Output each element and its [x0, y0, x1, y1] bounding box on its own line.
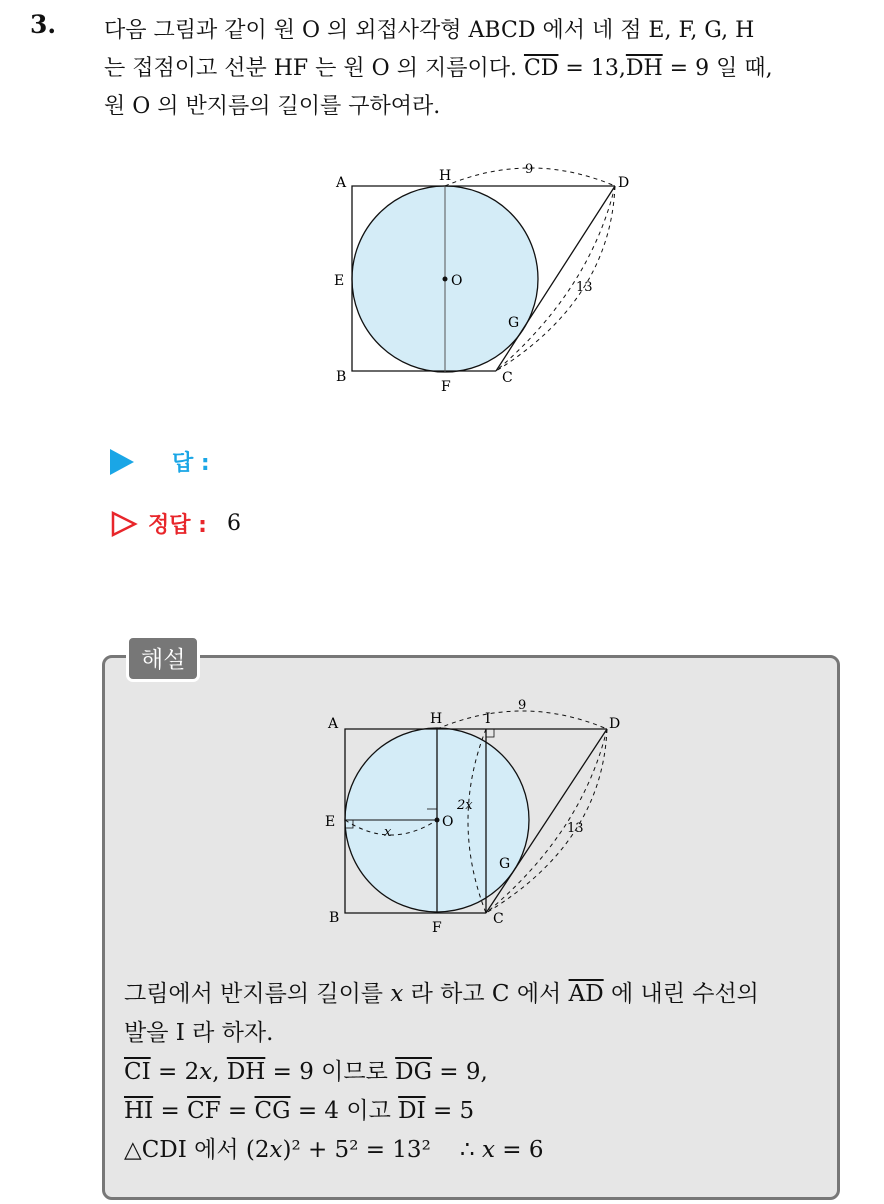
label-b: B [336, 369, 347, 385]
solution-line-3 [124, 1053, 834, 1092]
label-d: D [609, 716, 621, 732]
solution-text-span: = 4 이고 [290, 1098, 399, 1124]
solution-text-span: 그림에서 반지름의 길이를 [124, 981, 391, 1007]
segment-dg: $\overline{DG}$ [395, 1059, 432, 1085]
variable-x: x [269, 1137, 283, 1163]
solution-line-1 [124, 975, 834, 1014]
solution-text-span: = [220, 1098, 255, 1124]
question-text-span: 는 접점이고 선분 HF 는 원 O 의 지름이다. [104, 56, 524, 81]
solution-line-2: 발을 I 라 하자. [124, 1020, 274, 1046]
label-d: D [618, 175, 630, 191]
label-x: x [384, 825, 392, 840]
solution-text-span: )² + 5² = 13² ∴ [282, 1137, 482, 1163]
label-f: F [432, 920, 442, 936]
label-o: O [442, 814, 454, 830]
question-text-span: = 13, [558, 56, 626, 81]
solution-line-4 [124, 1092, 834, 1131]
segment-dh: $\overline{DH}$ [226, 1059, 266, 1085]
segment-cd: $\overline{CD}$ [523, 56, 559, 81]
answer-triangle-icon [110, 449, 134, 475]
arc-dh [437, 711, 607, 729]
label-f: F [441, 379, 451, 395]
correct-answer-value: 6 [226, 511, 241, 536]
label-c: C [502, 370, 513, 386]
question-line-2 [104, 50, 864, 88]
solution-text-span: = 2 [150, 1059, 200, 1085]
label-b: B [329, 910, 340, 926]
answer-label: 답 : [172, 451, 210, 476]
label-h: H [439, 168, 452, 184]
label-g: G [508, 315, 520, 331]
label-thirteen: 13 [567, 821, 584, 836]
solution-text-span: 에 내린 수선의 [603, 981, 759, 1007]
label-g: G [499, 856, 511, 872]
solution-tag: 해설 [126, 635, 200, 682]
segment-dh: $\overline{DH}$ [625, 56, 663, 81]
solution-text-span: = 9 이므로 [265, 1059, 396, 1085]
solution-text-span: = 6 [494, 1137, 544, 1163]
question-text [104, 12, 864, 126]
correct-answer-label: 정답 : [148, 513, 207, 538]
label-nine: 9 [518, 698, 527, 713]
label-i: I [485, 711, 491, 727]
solution-text [124, 975, 834, 1170]
solution-text-span: = 5 [425, 1098, 475, 1124]
label-two-x: 2x [457, 798, 473, 813]
solution-line-5 [124, 1131, 834, 1170]
solution-text-span: = [153, 1098, 188, 1124]
variable-x: x [199, 1059, 213, 1085]
solution-figure [315, 695, 645, 940]
variable-x: x [481, 1137, 495, 1163]
segment-ad: $\overline{AD}$ [568, 981, 604, 1007]
solution-text-span: = 9, [431, 1059, 488, 1085]
correct-answer-row [110, 508, 241, 539]
label-e: E [334, 273, 345, 289]
label-o: O [451, 273, 463, 289]
question-number: 3. [30, 10, 57, 39]
right-angle-mark-i [486, 729, 494, 737]
outline-triangle-icon [110, 510, 138, 538]
segment-di: $\overline{DI}$ [398, 1098, 426, 1124]
segment-cf: $\overline{CF}$ [187, 1098, 221, 1124]
solution-text-span: , [212, 1059, 227, 1085]
question-line-1: 다음 그림과 같이 원 O 의 외접사각형 ABCD 에서 네 점 E, F, G, H [104, 18, 755, 43]
label-a: A [328, 716, 339, 732]
segment-hi: $\overline{HI}$ [124, 1098, 154, 1124]
question-line-3: 원 O 의 반지름의 길이를 구하여라. [104, 94, 441, 119]
segment-cg: $\overline{CG}$ [254, 1098, 291, 1124]
label-thirteen: 13 [576, 280, 593, 295]
answer-row [110, 446, 210, 477]
variable-x: x [390, 981, 404, 1007]
label-c: C [493, 911, 504, 927]
label-nine: 9 [525, 162, 534, 177]
label-h: H [430, 711, 443, 727]
segment-ci: $\overline{CI}$ [124, 1059, 151, 1085]
problem-figure [320, 155, 640, 400]
solution-text-span: △CDI 에서 (2 [124, 1137, 270, 1163]
label-e: E [325, 814, 336, 830]
label-a: A [336, 175, 347, 191]
center-dot [443, 277, 448, 282]
solution-text-span: 라 하고 C 에서 [403, 981, 569, 1007]
question-text-span: = 9 일 때, [662, 56, 773, 81]
